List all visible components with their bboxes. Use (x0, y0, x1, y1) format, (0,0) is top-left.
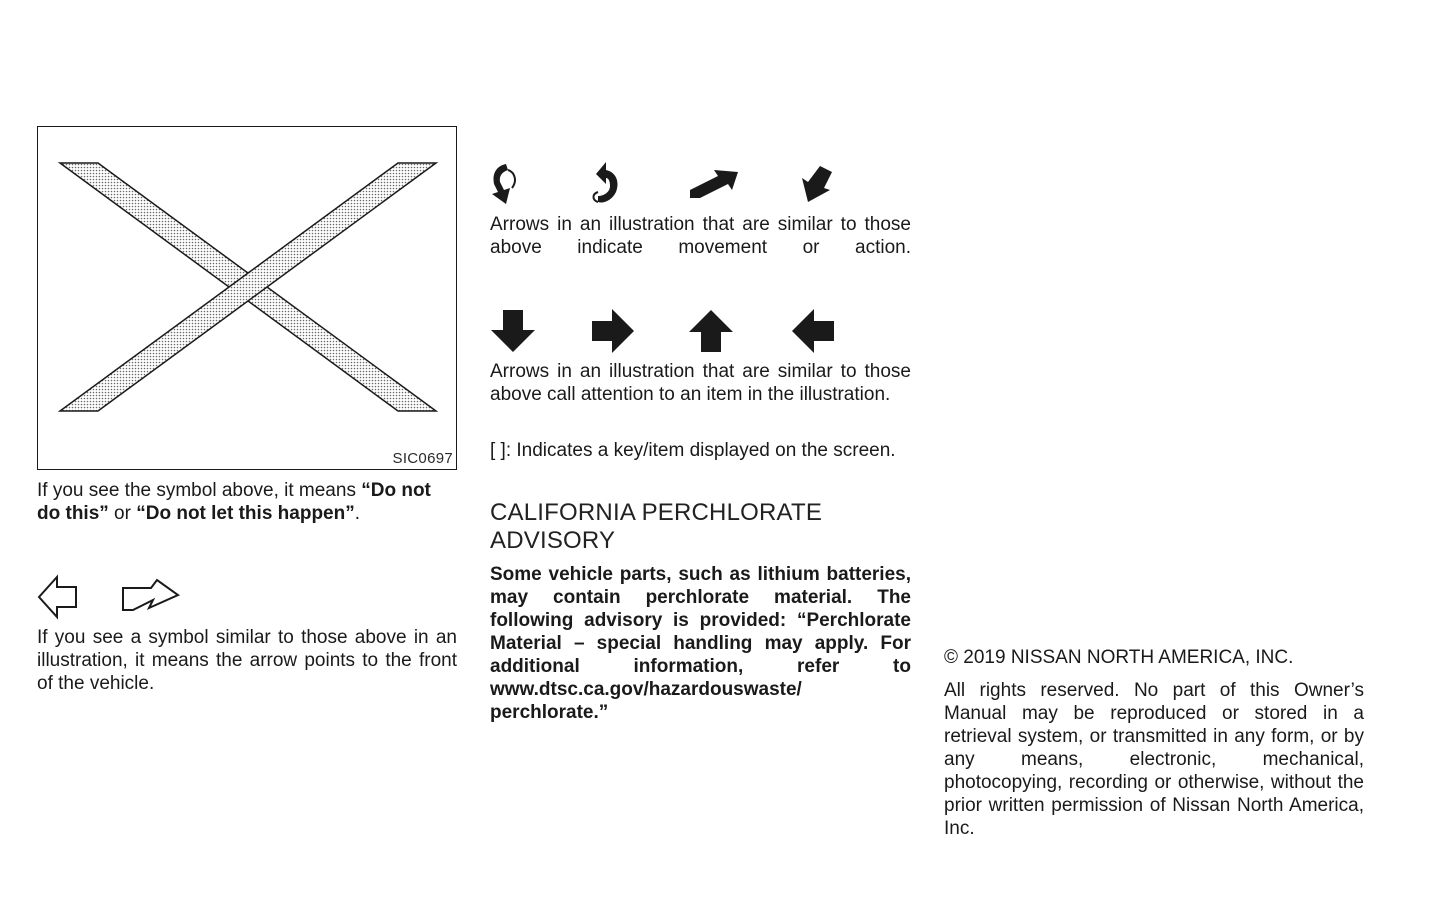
movement-arrow-icons (490, 160, 910, 206)
advisory-heading-line1: CALIFORNIA PERCHLORATE (490, 499, 823, 526)
symbol-text-intro: If you see the symbol above, it means (37, 480, 362, 501)
advisory-heading-line2: ADVISORY (490, 527, 616, 554)
attention-explanation: Arrows in an illustration that are similar to those above call attention to an item in the illustration. (490, 361, 911, 405)
diagonal-arrow-down-left-icon (800, 160, 834, 206)
outline-bent-arrow-icon (121, 574, 181, 620)
front-arrow-icons (37, 574, 197, 620)
symbol-explanation (37, 479, 457, 525)
diagonal-arrow-up-right-icon (688, 160, 740, 206)
prohibition-figure (37, 126, 457, 470)
symbol-text-end: . (354, 503, 361, 524)
advisory-text: Some vehicle parts, such as lithium batteries, may contain perchlorate material. The following advisory is provided: “Perchlorate Material – special handling may apply. For additional information, refer to www.dtsc.ca.gov/hazardouswaste/ perchlorate.” (490, 564, 911, 723)
arrow-up-icon (688, 308, 734, 354)
arrow-left-icon (790, 308, 836, 354)
figure-code: SIC0697 (392, 450, 453, 467)
symbol-text-or: or (108, 503, 137, 524)
front-arrow-explanation: If you see a symbol similar to those above in an illustration, it means the arrow points to the front of the vehicle. (37, 627, 457, 694)
movement-explanation: Arrows in an illustration that are similar to those above indicate movement or action. (490, 214, 911, 258)
prohibition-x-icon (38, 127, 456, 469)
symbol-quote-do-not-do: “Do not do this” (37, 480, 431, 524)
attention-arrow-icons (490, 308, 910, 354)
curved-arrow-back-icon (590, 160, 624, 206)
arrow-down-icon (490, 308, 536, 354)
curved-arrow-down-icon (490, 160, 524, 206)
bracket-explanation: [ ]: Indicates a key/item displayed on the screen. (490, 440, 896, 461)
copyright-line: © 2019 NISSAN NORTH AMERICA, INC. (944, 647, 1294, 668)
rights-text: All rights reserved. No part of this Owner’s Manual may be reproduced or stored in a retrieval system, or transmitted in any form, or by any means, electronic, mechanical, photocopying, recording or otherwise, without the prior written permission of Nissan North America, Inc. (944, 680, 1364, 839)
arrow-right-icon (590, 308, 636, 354)
outline-left-arrow-icon (37, 574, 79, 620)
advisory-heading (490, 499, 911, 555)
symbol-quote-do-not-let: “Do not let this happen” (136, 503, 355, 524)
